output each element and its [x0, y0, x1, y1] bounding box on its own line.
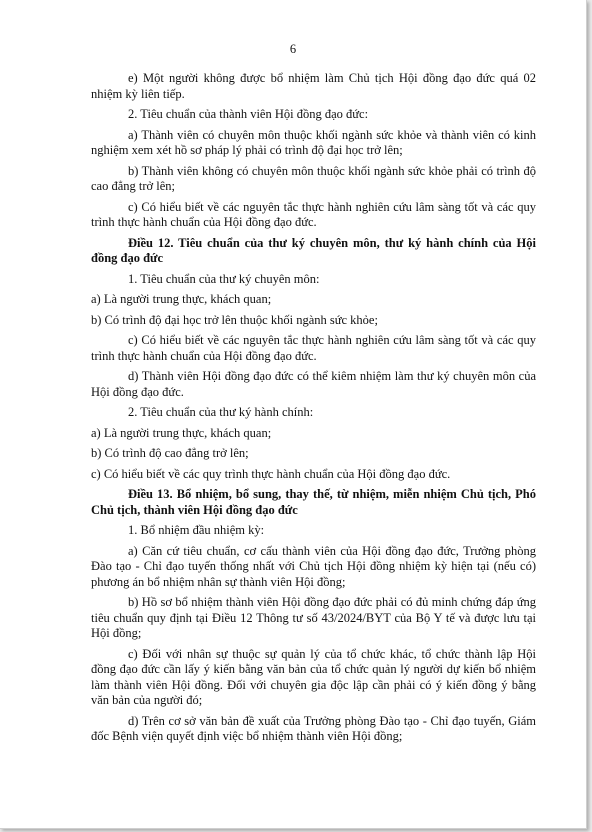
paragraph-10: c) Có hiểu biết về các nguyên tắc thực hành nghiên cứu lâm sàng tốt và các quy trình thực hành chuẩn của Hội đồng đạo đức.: [91, 333, 536, 363]
paragraph-1: e) Một người không được bổ nhiệm làm Chủ tịch Hội đồng đạo đức quá 02 nhiệm kỳ liên tiếp.: [91, 71, 536, 101]
paragraph-7: 1. Tiêu chuẩn của thư ký chuyên môn:: [128, 271, 320, 286]
paragraph-8: a) Là người trung thực, khách quan;: [91, 292, 272, 306]
page-number: 6: [289, 42, 297, 56]
article-12-heading: Điều 12. Tiêu chuẩn của thư ký chuyên môn, thư ký hành chính của Hội đồng đạo đức: [91, 235, 536, 265]
paragraph-15: c) Có hiểu biết về các quy trình thực hành chuẩn của Hội đồng đạo đức.: [91, 466, 451, 481]
paragraph-20: c) Đối với nhân sự thuộc sự quản lý của tổ chức khác, tổ chức thành lập Hội đồng đạo đức cần lấy ý kiến bằng văn bản của tổ chức quản lý người dự kiến bổ nhiệm làm thành viên Hội đồng. Đối với chuyên gia độc lập cần phải có ý kiến đồng ý bằng văn bản của người đó;: [91, 646, 536, 707]
document-body: [91, 71, 536, 750]
paragraph-9: b) Có trình độ đại học trở lên thuộc khối ngành sức khỏe;: [91, 312, 378, 327]
paragraph-18: a) Căn cứ tiêu chuẩn, cơ cấu thành viên của Hội đồng đạo đức, Trưởng phòng Đào tạo - Chỉ đạo tuyến thống nhất với Chủ tịch Hội đồng nhiệm kỳ hiện tại (nếu có) phương án bổ nhiệm nhân sự thành viên Hội đồng;: [91, 543, 536, 589]
paragraph-13: a) Là người trung thực, khách quan;: [91, 425, 272, 440]
paragraph-21: d) Trên cơ sở văn bản đề xuất của Trưởng phòng Đào tạo - Chỉ đạo tuyến, Giám đốc Bệnh viện quyết định việc bổ nhiệm thành viên Hội đồng;: [91, 713, 536, 743]
paragraph-5: c) Có hiểu biết về các nguyên tắc thực hành nghiên cứu lâm sàng tốt và các quy trình thực hành chuẩn của Hội đồng đạo đức.: [91, 199, 536, 229]
paragraph-4: b) Thành viên không có chuyên môn thuộc khối ngành sức khỏe phải có trình độ cao đẳng trở lên;: [91, 163, 536, 193]
paragraph-3: a) Thành viên có chuyên môn thuộc khối ngành sức khỏe và thành viên có kinh nghiệm xem xét hồ sơ pháp lý phải có trình độ đại học trở lên;: [91, 127, 536, 157]
article-13-heading: Điều 13. Bổ nhiệm, bổ sung, thay thế, từ nhiệm, miễn nhiệm Chủ tịch, Phó Chủ tịch, thành viên Hội đồng đạo đức: [91, 487, 536, 517]
paragraph-17: 1. Bổ nhiệm đầu nhiệm kỳ:: [128, 523, 265, 537]
paragraph-14: b) Có trình độ cao đẳng trở lên;: [91, 446, 249, 460]
paragraph-12: 2. Tiêu chuẩn của thư ký hành chính:: [128, 405, 314, 419]
paragraph-2: 2. Tiêu chuẩn của thành viên Hội đồng đạo đức:: [128, 107, 369, 121]
paragraph-11: d) Thành viên Hội đồng đạo đức có thể kiêm nhiệm làm thư ký chuyên môn của Hội đồng đạo đức.: [91, 369, 536, 399]
paragraph-19: b) Hồ sơ bổ nhiệm thành viên Hội đồng đạo đức phải có đủ minh chứng đáp ứng tiêu chuẩn quy định tại Điều 12 Thông tư số 43/2024/BYT của Bộ Y tế và được lưu tại Hội đồng;: [91, 595, 536, 640]
